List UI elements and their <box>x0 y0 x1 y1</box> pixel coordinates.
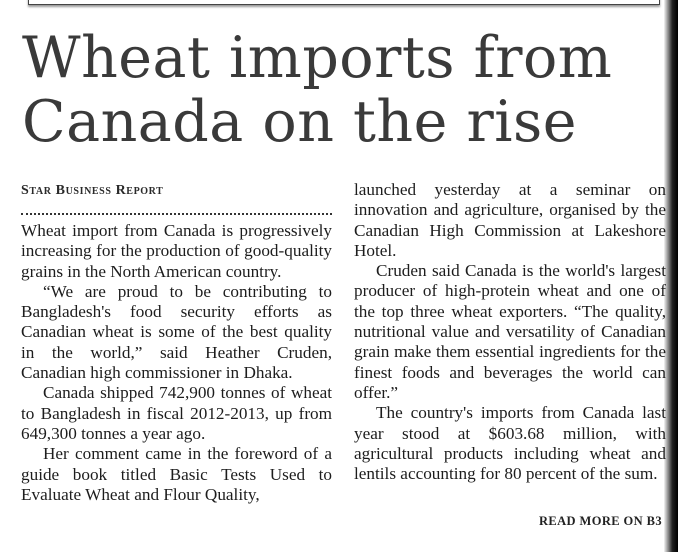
article-column-1 <box>21 180 332 505</box>
paragraph: Canada shipped 742,900 tonnes of wheat to Bangladesh in fiscal 2012-2013, up from 649,300 tonnes a year ago. <box>21 383 332 443</box>
paragraph: launched yesterday at a seminar on innovation and agriculture, organised by the Canadian High Commission at Lakeshore Hotel. <box>354 180 666 260</box>
top-border-box <box>28 0 660 5</box>
byline: Star Business Report <box>21 183 164 198</box>
dotted-divider <box>21 201 332 215</box>
article-column-2 <box>354 180 666 484</box>
page-edge-shadow <box>664 0 678 552</box>
paragraph: The country's imports from Canada last year stood at $603.68 million, with agricultural products including wheat and lentils accounting for 80 percent of the sum. <box>354 403 666 484</box>
headline-line-2: Canada on the rise <box>22 89 577 155</box>
headline <box>22 26 662 154</box>
paragraph: “We are proud to be contributing to Bangladesh's food security efforts as Canadian wheat is some of the best quality in the world,” said Heather Cruden, Canadian high commissioner in Dhaka. <box>21 281 332 383</box>
paragraph: Cruden said Canada is the world's largest producer of high-protein wheat and one of the top three wheat exporters. “The quality, nutritional value and versatility of Canadian grain make them essential ingredients for the finest foods and beverages the world can offer.” <box>354 261 666 402</box>
paragraph: Her comment came in the foreword of a guide book titled Basic Tests Used to Evaluate Wheat and Flour Quality, <box>21 444 332 504</box>
headline-line-1: Wheat imports from <box>22 25 613 91</box>
paragraph: Wheat import from Canada is progressively increasing for the production of good-quality grains in the North American country. <box>21 221 332 281</box>
read-more-link[interactable]: READ MORE ON B3 <box>538 514 662 528</box>
